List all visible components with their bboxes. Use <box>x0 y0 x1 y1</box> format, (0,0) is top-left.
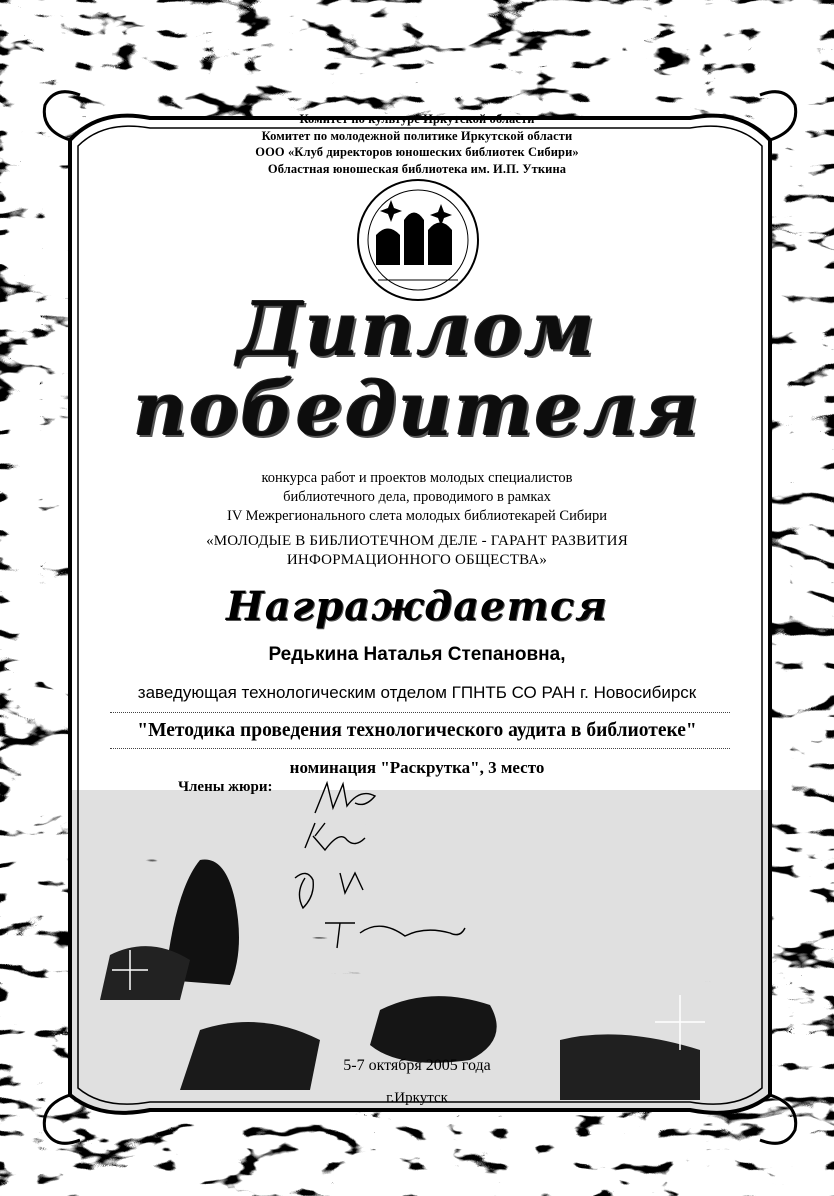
signature <box>325 923 465 948</box>
contest-line: конкурса работ и проектов молодых специалистов <box>261 470 573 486</box>
organizer-line: ООО «Клуб директоров юношеских библиотек Сибири» <box>255 145 579 159</box>
event-city: г.Иркутск <box>386 1090 448 1106</box>
nomination: номинация "Раскрутка", 3 место <box>289 758 545 777</box>
recipient-name: Редькина Наталья Степановна, <box>268 644 566 665</box>
signature <box>315 783 375 813</box>
jury-signatures <box>285 778 485 968</box>
signature <box>305 823 365 850</box>
divider <box>110 748 730 750</box>
work-title: "Методика проведения технологического аудита в библиотеке" <box>137 720 697 741</box>
title-line-2: победителя <box>133 367 701 453</box>
awarded-label: Награждается <box>225 583 609 630</box>
contest-line: библиотечного дела, проводимого в рамках <box>283 489 551 505</box>
event-date: 5-7 октября 2005 года <box>343 1057 491 1074</box>
contest-line: IV Межрегионального слета молодых библиотекарей Сибири <box>227 508 607 524</box>
organizer-line: Комитет по культуре Иркутской области <box>299 112 535 126</box>
signature <box>295 873 363 908</box>
contest-description <box>0 469 834 526</box>
title-line-1: Диплом <box>237 287 597 373</box>
divider <box>110 712 730 714</box>
organizer-line: Областная юношеская библиотека им. И.П. Уткина <box>267 161 567 176</box>
recipient-position: заведующая технологическим отделом ГПНТБ СО РАН г. Новосибирск <box>137 683 697 702</box>
motto-line: ИНФОРМАЦИОННОГО ОБЩЕСТВА» <box>286 552 548 568</box>
diploma-title <box>0 287 834 453</box>
contest-motto <box>0 532 834 570</box>
motto-line: «МОЛОДЫЕ В БИБЛИОТЕЧНОМ ДЕЛЕ - ГАРАНТ РАЗВИТИЯ <box>206 533 628 549</box>
organizers-block <box>0 111 834 177</box>
library-emblem-icon <box>358 180 478 300</box>
jury-label: Члены жюри: <box>178 779 273 795</box>
organizer-line: Комитет по молодежной политике Иркутской области <box>261 128 573 143</box>
